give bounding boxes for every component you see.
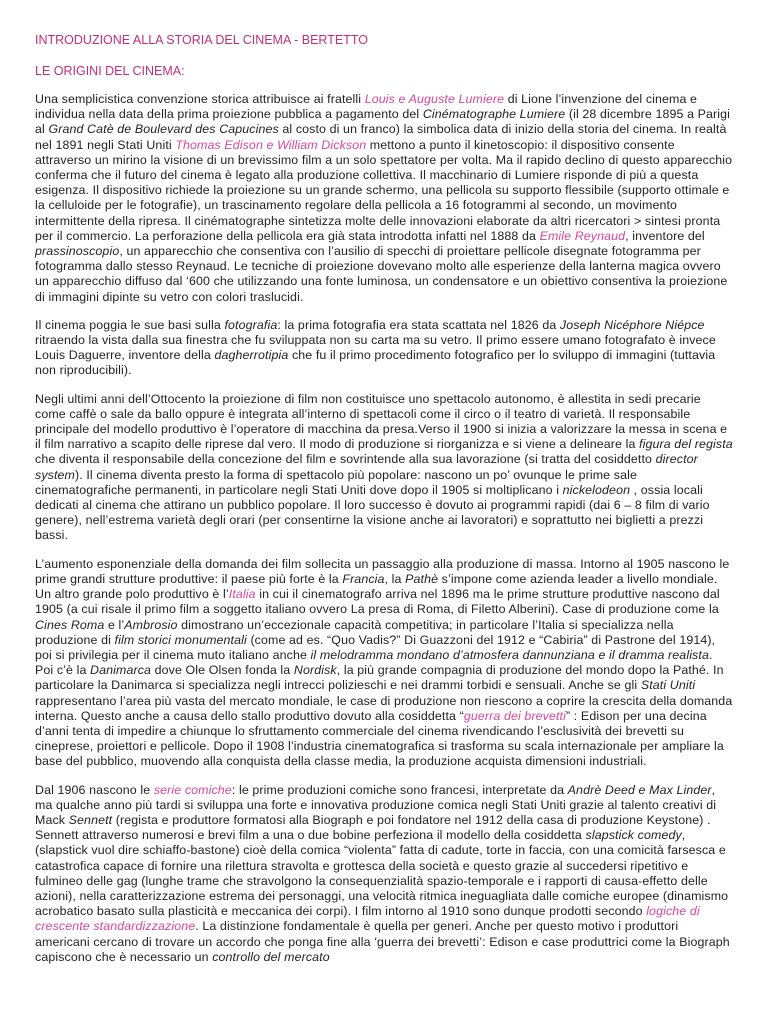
italic-term: Cinématographe Lumiere [422, 107, 566, 122]
text-run: di Lione l’invenzione del cinema e individua nella data della prima proiezione pubblica a pagamento del [35, 92, 698, 122]
section-heading: LE ORIGINI DEL CINEMA: [35, 64, 185, 78]
paragraph-2 [35, 318, 733, 379]
italic-term: fotografia [224, 317, 278, 332]
text-run: Negli ultimi anni dell’Ottocento la proiezione di film non costituisce uno spettacolo autonomo, è allestita in sedi precarie come caffè o sale da ballo oppure è integrata all’interno di spettacoli come il circo o il teatro di varietà. Il responsabile principale del modello produttivo è l’operatore di macchina da presa.Verso il 1900 si inizia a valorizzare la messa in scena e il film narrativo a scapito delle riprese dal vero. Il modo di produzione si riorganizza e si viene a delineare la [35, 391, 728, 452]
italic-term: Francia [342, 571, 385, 586]
italic-term: dagherrotipia [214, 348, 289, 363]
text-run: . Poi c’è la [35, 647, 713, 678]
text-run: che fu il primo procedimento fotografico per lo sviluppo di immagini (tuttavia non riproducibili). [35, 348, 716, 378]
text-run: (il 28 dicembre 1895 a Parigi al [35, 107, 731, 137]
document-title: INTRODUZIONE ALLA STORIA DEL CINEMA - BERTETTO [35, 33, 368, 47]
italic-term: Stati Uniti [640, 678, 696, 693]
text-run: : la prima fotografia era stata scattata nel 1826 da [277, 317, 560, 332]
paragraph-3 [35, 392, 733, 544]
text-run: in cui il cinematografo arriva nel 1896 ma le prime strutture produttive nascono dal 1905 (a cui risale il primo film a soggetto italiano ovvero La presa di Roma, di Filetto Alberini). Case di produzione come la [35, 587, 720, 617]
italic-term: figura del regista [639, 437, 733, 452]
text-run: , inventore del [625, 228, 705, 243]
text-run: , la [384, 571, 406, 586]
highlighted-term: Emile Reynaud [539, 228, 626, 243]
italic-term: Andrè Deed e Max Linder [567, 782, 712, 797]
text-run: Dal 1906 nascono le [35, 782, 154, 797]
paragraph-5 [35, 783, 733, 965]
italic-term: Nordisk [293, 663, 337, 678]
italic-term: Danimarca [90, 663, 152, 678]
highlighted-term: Louis e Auguste Lumiere [364, 92, 505, 106]
paragraph-1 [35, 92, 733, 305]
italic-term: director system [35, 452, 698, 482]
italic-term: controllo del mercato [212, 949, 330, 964]
text-run: che diventa il responsabile della concezione del film e sovrintende alla sua lavorazione (si tratta del cosiddetto [35, 452, 656, 467]
italic-term: Ambrosio [124, 617, 178, 632]
highlighted-term: Italia [228, 587, 256, 602]
italic-term: Sennett [68, 812, 113, 827]
text-run: L’aumento esponenziale della domanda dei film sollecita un passaggio alla produzione di massa. Intorno al 1905 nascono le prime grandi strutture produttive: il paese più forte è la [35, 556, 730, 586]
text-run: . La distinzione fondamentale è quella per generi. Anche per questo motivo i produttori americani cercano di trovare un accordo che ponga fine alla ‘guerra dei brevetti’: Edison e case produttrici come la Biograph capiscono che è necessario un [35, 919, 730, 964]
text-run: ). Il cinema diventa presto la forma di spettacolo più popolare: nascono un po’ ovunque le prime sale cinematografiche permanenti, in particolare negli Stati Uniti dove dopo il 1905 si moltiplicano i [35, 467, 637, 497]
italic-term: Cines Roma [35, 617, 105, 632]
text-run: , la più grande compagnia di produzione del mondo dopo la Pathé. In particolare la Danimarca si specializza negli intrecci polizieschi e nei drammi torbidi e sensuali. Anche se gli [35, 663, 724, 693]
italic-term: Grand Catè de Boulevard des Capucines [48, 122, 279, 137]
italic-term: film storici monumentali [114, 632, 247, 647]
text-run: dove Ole Olsen fonda la [151, 663, 294, 678]
text-run: Una semplicistica convenzione storica attribuisce ai fratelli [35, 92, 365, 106]
text-run: (regista e produttore formatosi alla Biograph e poi fondatore nel 1912 della casa di produzione Keystone) . Sennett attraverso numerosi e brevi film a una o due bobine perfeziona il modello della cosiddetta [35, 812, 711, 843]
text-run: , un apparecchio che consentiva con l’ausilio di specchi di proiettare pellicole disegnate fotogramma per fotogramma dallo stesso Reynaud. Le tecniche di proiezione dovevano molto alle esperienze della lanterna magica ovvero un apparecchio diffuso dal ‘600 che utilizzando una fonte luminosa, un condensatore e un obiettivo consentiva la proiezione di immagini dipinte su vetro con colori traslucidi. [35, 244, 728, 304]
italic-term: Pathè [405, 571, 439, 586]
text-run: al costo di un franco) la simbolica data di inizio della storia del cinema. In realtà nel 1891 negli Stati Uniti [35, 122, 727, 152]
paragraph-4 [35, 557, 733, 770]
text-run: : le prime produzioni comiche sono francesi, interpretate da [231, 782, 568, 797]
text-run: , (slapstick vuol dire schiaffo-bastone) cioè della comica “violenta” fatta di cadute, torte in faccia, con una comicità farsesca e catastrofica capace di fornire una rilettura stravolta e grottesca della società e questo grazie al succedersi ripetitivo e fulmineo delle gag (lunghe trame che stravolgono la consequenzialità spazio-temporale e i rapporti di causa-effetto delle azioni), nella caratterizzazione estrema dei personaggi, una velocità ritmica ineguagliata dalle comiche europee (dinamismo acrobatico basato sulla plasticità e meccanica dei corpi). I film intorno al 1910 sono dunque prodotti secondo [35, 828, 729, 919]
italic-term: nickelodeon [562, 482, 631, 497]
text-run: mettono a punto il kinetoscopio: il dispositivo consente attraverso un mirino la visione di un brevissimo film a un solo spettatore per volta. Ma il rapido declino di questo apparecchio conferma che il futuro del cinema è legato alla produzione collettiva. Il macchinario di Lumiere risponde di più a questa esigenza. Il dispositivo richiede la proiezione su un grande schermo, una pellicola su supporto flessibile (supporto ottimale e la celluloide per le fotografie), un trascinamento regolare della pellicola a 16 fotogrammi al secondo, un movimento intermittente della ripresa. Il cinématographe sintetizza molte delle innovazioni elaborate da altri ricercatori > sintesi pronta per il commercio. La perforazione della pellicola era già stata introdotta infatti nel 1888 da [35, 137, 733, 243]
text-run: , ma qualche anno più tardi si sviluppa una forte e innovativa produzione comica negli Stati Uniti grazie al talento creativi di Mack [35, 782, 717, 827]
text-run: rappresentano l’area più vasta del mercato mondiale, le case di produzione non riescono a coprire la crescita della domanda interna. Questo anche a causa dello stallo produttivo dovuto alla cosiddetta “ [35, 693, 733, 723]
text-run: , ossia locali dedicati al cinema che attirano un pubblico popolare. Il loro successo è dovuto ai programmi rapidi (dai 6 – 8 film di vario genere), nell’estrema varietà degli orari (per consentirne la visione anche ai lavoratori) e soprattutto nei biglietti a prezzi bassi. [35, 482, 710, 543]
text-run: ” : Edison per una decina d’anni tenta di impedire a chiunque lo sfruttamento commerciale del cinema rivendicando l’esclusività dei brevetti su cineprese, proiettori e pellicole. Dopo il 1908 l’industria cinematografica si trasforma su scala internazionale per ampliare la base del pubblico, muovendo alla conquista della classe media, la produzione acquista dimensioni industriali. [35, 708, 724, 769]
text-run: e l’ [104, 617, 125, 632]
text-run: (come ad es. “Quo Vadis?” Di Guazzoni del 1912 e “Cabiria” di Pastrone del 1914), poi si privilegia per il cinema muto italiano anche [35, 632, 716, 662]
italic-term: slapstick comedy [585, 828, 682, 843]
italic-term: il melodramma mondano d’atmosfera dannunziana e il dramma realista [310, 647, 709, 662]
text-run: ritraendo la vista dalla sua finestra che fu sviluppata non su carta ma su vetro. Il primo essere umano fotografato è invece Louis Daguerre, inventore della [35, 333, 716, 363]
highlighted-term: logiche di crescente standardizzazione [35, 904, 700, 934]
text-run: dimostrano un’eccezionale capacità competitiva; in particolare l’Italia si specializza nella produzione di [35, 617, 674, 647]
document-page [35, 30, 733, 978]
highlighted-term: guerra dei brevetti [463, 708, 566, 723]
highlighted-term: Thomas Edison e William Dickson [175, 137, 367, 152]
text-run: s’impone come azienda leader a livello mondiale. Un altro grande polo produttivo è l’ [35, 571, 718, 602]
italic-term: prassinoscopio [35, 244, 120, 259]
highlighted-term: serie comiche [153, 782, 232, 797]
text-run: Il cinema poggia le sue basi sulla [35, 317, 225, 332]
italic-term: Joseph Nicéphore Niépce [559, 317, 705, 332]
